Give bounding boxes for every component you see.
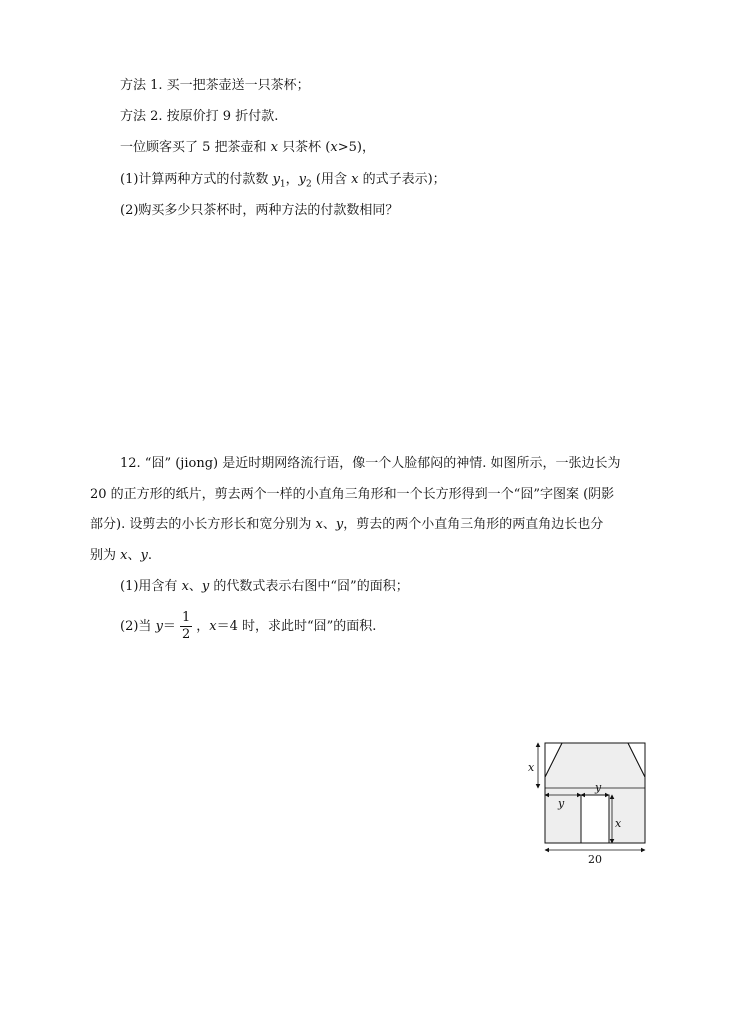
q11-method1: 方法 1. 买一把茶壶送一只茶杯； — [120, 78, 310, 93]
q11-part1: (1)计算两种方式的付款数 $y_1$，$y_2$ (用含 x 的式子表示)； — [120, 172, 446, 190]
label-20: 20 — [588, 853, 602, 866]
q12-part2: (2)当 y＝ $\frac{1}{2}$ ，x＝4 时，求此时“囧”的面积. — [120, 610, 377, 642]
label-x-right: x — [615, 817, 622, 830]
fraction-one-half: $\frac{1}{2}$ — [181, 610, 191, 642]
q11-method2: 方法 2. 按原价打 9 折付款. — [120, 109, 279, 124]
q11-part2: (2)购买多少只茶杯时，两种方法的付款数相同？ — [120, 203, 399, 218]
q12-part1: (1)用含有 x、y 的代数式表示右图中“囧”的面积； — [120, 579, 409, 594]
q12-line3: 部分). 设剪去的小长方形长和宽分别为 x、y，剪去的两个小直角三角形的两直角边长也分 — [90, 517, 604, 532]
q11-customer: 一位顾客买了 5 把茶壶和 x 只茶杯 (x>5)， — [120, 140, 375, 155]
q12-line4: 别为 x、y. — [90, 548, 152, 563]
cut-rectangle — [581, 795, 609, 843]
q12-line1: 12. “囧” (jiong) 是近时期网络流行语，像一个人脸郁闷的神情. 如图所示，一张边长为 — [120, 456, 621, 471]
jiong-figure — [520, 735, 655, 870]
label-y-left: y — [558, 797, 565, 810]
label-y-top: y — [595, 781, 602, 794]
label-x-left: x — [528, 761, 535, 774]
q12-line2: 20 的正方形的纸片，剪去两个一样的小直角三角形和一个长方形得到一个“囧”字图案 (阴影 — [90, 487, 615, 502]
